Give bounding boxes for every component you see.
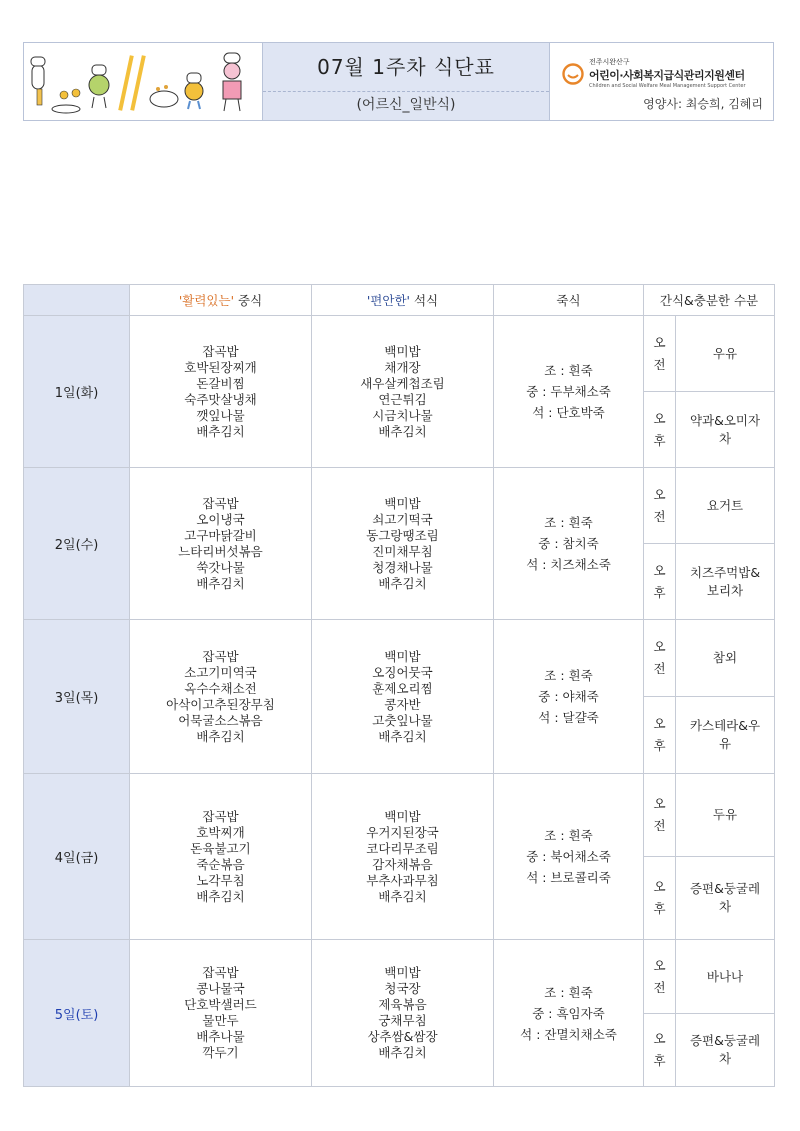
day-cell: 3일(목) (24, 620, 130, 774)
pm-slot-label: 오 후 (644, 857, 676, 940)
porridge-column-header: 죽식 (494, 285, 644, 316)
am-snack-cell: 두유 (676, 774, 775, 857)
lunch-cell: 잡곡밥 오이냉국 고구마닭갈비 느타리버섯볶음 쑥갓나물 배추김치 (130, 468, 312, 620)
day-cell: 1일(화) (24, 316, 130, 468)
am-slot-label: 오 전 (644, 774, 676, 857)
dinner-cell: 백미밥 우거지된장국 코다리무조림 감자채볶음 부추사과무침 배추김치 (312, 774, 494, 940)
am-slot-label: 오 전 (644, 468, 676, 544)
page-title: 07월 1주차 식단표 (263, 43, 549, 92)
pm-slot-label: 오 후 (644, 392, 676, 468)
pm-snack-cell: 약과&오미자 차 (676, 392, 775, 468)
lunch-column-header: '활력있는' 중식 (130, 285, 312, 316)
am-slot-label: 오 전 (644, 940, 676, 1014)
am-snack-cell: 참외 (676, 620, 775, 697)
table-row (24, 774, 775, 857)
dinner-column-header: '편안한' 석식 (312, 285, 494, 316)
pm-snack-cell: 증편&둥굴레 차 (676, 1014, 775, 1087)
day-cell-saturday: 5일(토) (24, 940, 130, 1087)
snack-column-header: 간식&충분한 수분 (644, 285, 775, 316)
nutritionists: 영양사: 최승희, 김혜리 (643, 97, 763, 111)
am-slot-label: 오 전 (644, 620, 676, 697)
table-header-row (24, 285, 775, 316)
am-snack-cell: 바나나 (676, 940, 775, 1014)
porridge-cell: 조 : 흰죽 중 : 흑임자죽 석 : 잔멸치채소죽 (494, 940, 644, 1087)
corner-cell (24, 285, 130, 316)
table-row (24, 620, 775, 697)
lunch-cell: 잡곡밥 콩나물국 단호박샐러드 물만두 배추나물 깍두기 (130, 940, 312, 1087)
dinner-cell: 백미밥 오징어뭇국 훈제오리찜 콩자반 고춧잎나물 배추김치 (312, 620, 494, 774)
porridge-cell: 조 : 흰죽 중 : 두부채소죽 석 : 단호박죽 (494, 316, 644, 468)
am-slot-label: 오 전 (644, 316, 676, 392)
pm-slot-label: 오 후 (644, 1014, 676, 1087)
porridge-cell: 조 : 흰죽 중 : 참치죽 석 : 치즈채소죽 (494, 468, 644, 620)
lunch-cell: 잡곡밥 소고기미역국 옥수수채소전 아삭이고추된장무침 어묵굴소스볶음 배추김치 (130, 620, 312, 774)
smile-logo-icon (562, 63, 584, 85)
pm-slot-label: 오 후 (644, 697, 676, 774)
page-subtitle: (어르신_일반식) (356, 97, 456, 113)
am-snack-cell: 요거트 (676, 468, 775, 544)
lunch-cell: 잡곡밥 호박된장찌개 돈갈비찜 숙주맛살냉채 깻잎나물 배추김치 (130, 316, 312, 468)
table-row (24, 940, 775, 1014)
table-row (24, 468, 775, 544)
organization-info (549, 43, 773, 120)
title-panel (262, 43, 550, 120)
pm-snack-cell: 카스테라&우 유 (676, 697, 775, 774)
dinner-cell: 백미밥 채개장 새우살케첩조림 연근튀김 시금치나물 배추김치 (312, 316, 494, 468)
dinner-cell: 백미밥 청국장 제육볶음 궁채무침 상추쌈&쌈장 배추김치 (312, 940, 494, 1087)
org-english-name: Children and Social Welfare Meal Management Support Center (589, 83, 746, 89)
org-name: 어린이·사회복지급식관리지원센터 (589, 69, 745, 82)
day-cell: 4일(금) (24, 774, 130, 940)
pm-snack-cell: 증편&둥굴레 차 (676, 857, 775, 940)
pm-slot-label: 오 후 (644, 544, 676, 620)
am-snack-cell: 우유 (676, 316, 775, 392)
table-row (24, 316, 775, 392)
chef-characters-illustration (24, 43, 262, 120)
org-district: 전주시완산구 (589, 58, 630, 66)
weekly-menu-table (23, 284, 775, 1087)
porridge-cell: 조 : 흰죽 중 : 야채죽 석 : 달걀죽 (494, 620, 644, 774)
lunch-cell: 잡곡밥 호박찌개 돈육불고기 죽순볶음 노각무침 배추김치 (130, 774, 312, 940)
pm-snack-cell: 치즈주먹밥& 보리차 (676, 544, 775, 620)
day-cell: 2일(수) (24, 468, 130, 620)
menu-header (23, 42, 774, 121)
porridge-cell: 조 : 흰죽 중 : 북어채소죽 석 : 브로콜리죽 (494, 774, 644, 940)
dinner-cell: 백미밥 쇠고기떡국 동그랑땡조림 진미채무침 청경채나물 배추김치 (312, 468, 494, 620)
